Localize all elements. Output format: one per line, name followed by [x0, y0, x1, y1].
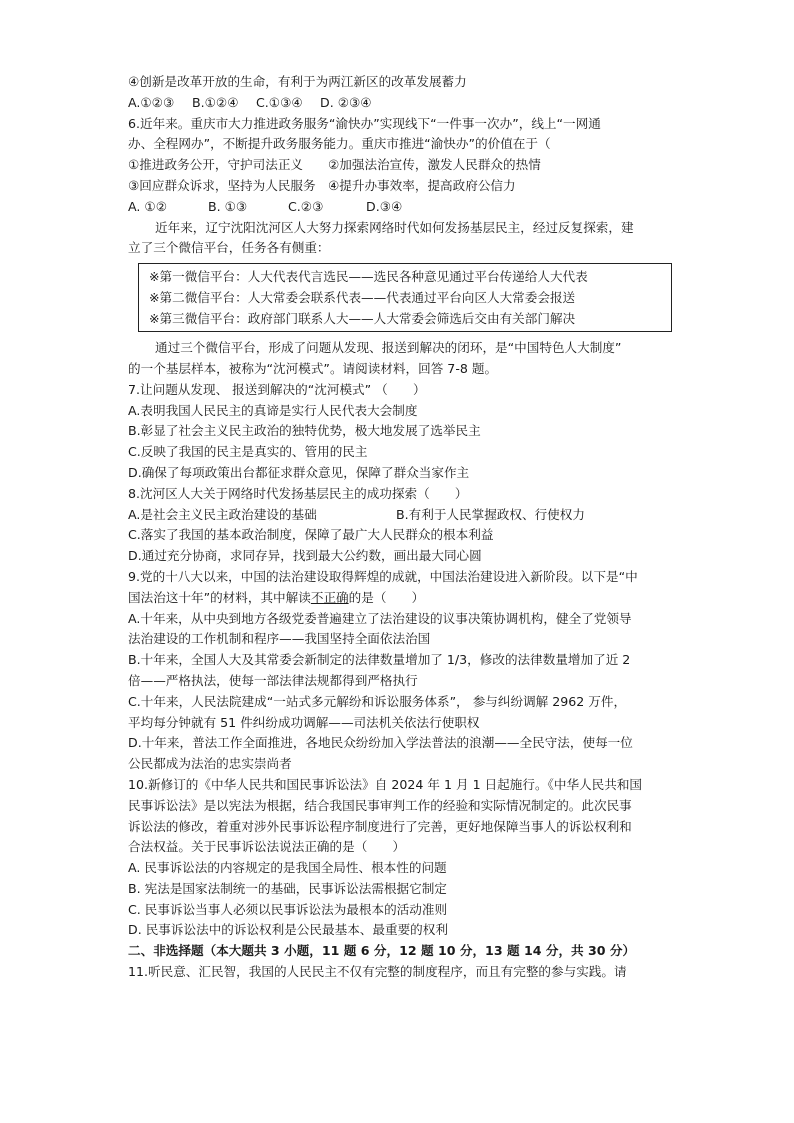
q7-option-c: C.反映了我国的民主是真实的、管用的民主	[128, 444, 368, 460]
q9-option-b-1: B.十年来，全国人大及其常委会新制定的法律数量增加了 1/3，修改的法律数量增加了近 2	[128, 652, 631, 668]
q11-stem: 11.听民意、汇民智，我国的人民民主不仅有完整的制度程序，而且有完整的参与实践。请	[128, 964, 627, 980]
q9-option-c-1: C.十年来，人民法院建成“一站式多元解纷和诉讼服务体系”， 参与纠纷调解 2962 万件，	[128, 693, 627, 709]
q7-option-d: D.确保了每项政策出台都征求群众意见，保障了群众当家作主	[128, 464, 470, 480]
q9-stem-2-pre: 国法治这十年”的材料，其中解读	[128, 589, 311, 605]
section-2-heading: 二、非选择题（本大题共 3 小题，11 题 6 分，12 题 10 分，13 题 14 分，共 30 分）	[128, 943, 636, 959]
q8-option-c: C.落实了我国的基本政治制度，保障了最广大人民群众的根本利益	[128, 527, 494, 543]
q6-stem-1: 6.近年来。重庆市大力推进政务服务“渝快办”实现线下“一件事一次办”，线上“一网通	[128, 115, 601, 131]
q10-option-c: C. 民事诉讼当事人必须以民事诉讼法为最根本的活动准则	[128, 901, 448, 917]
q6-item-2: ②加强法治宣传，激发人民群众的热情	[328, 157, 541, 173]
q6-items-row-2	[128, 176, 673, 197]
q6-option-a: A. ①②	[128, 198, 167, 214]
q5-item-4: ④创新是改革开放的生命，有利于为两江新区的改革发展蓄力	[128, 74, 467, 89]
q7-option-b: B.彰显了社会主义民主政治的独特优势，极大地发展了选举民主	[128, 423, 481, 439]
q7-option-a: A.表明我国人民民主的真谛是实行人民代表大会制度	[128, 402, 418, 418]
q7-stem: 7.让问题从发现、 报送到解决的“沈河模式” （ ）	[128, 381, 426, 397]
q9-option-d-2: 公民都成为法治的忠实崇尚者	[128, 756, 292, 772]
q6-option-d: D.③④	[366, 198, 403, 214]
q10-stem-3: 诉讼法的修改，着重对涉外民事诉讼程序制度进行了完善，更好地保障当事人的诉讼权利和	[128, 818, 632, 834]
q5-option-d: D. ②③④	[320, 94, 372, 110]
q9-option-a-1: A.十年来，从中央到地方各级党委普遍建立了法治建设的议事决策协调机构，健全了党领导	[128, 610, 632, 626]
q10-stem-2: 民事诉讼法》是以宪法为根据，结合我国民事审判工作的经验和实际情况制定的。此次民事	[128, 797, 632, 813]
q9-option-b-2: 倍——严格执法，使每一部法律法规都得到严格执行	[128, 672, 418, 688]
passage-after-2: 的一个基层样本，被称为“沈河模式”。请阅读材料，回答 7-8 题。	[128, 360, 498, 376]
passage-after-1: 通过三个微信平台，形成了问题从发现、报送到解决的闭环，是“中国特色人大制度”	[155, 340, 622, 356]
q9-option-d-1: D.十年来，普法工作全面推进，各地民众纷纷加入学法普法的浪潮——全民守法，使每一位	[128, 735, 633, 751]
q6-option-b: B. ①③	[208, 198, 248, 214]
q9-stem-2	[128, 588, 673, 609]
q8-option-d: D.通过充分协商，求同存异，找到最大公约数，画出最大同心圆	[128, 548, 482, 564]
q10-option-b: B. 宪法是国家法制统一的基础，民事诉讼法需根据它制定	[128, 880, 447, 896]
q5-option-c: C.①③④	[256, 94, 303, 110]
platform-box	[138, 263, 672, 332]
q8-stem: 8.沈河区人大关于网络时代发扬基层民主的成功探索（ ）	[128, 485, 468, 501]
q10-option-a: A. 民事诉讼法的内容规定的是我国全局性、根本性的问题	[128, 860, 447, 876]
q6-options	[128, 197, 673, 218]
q6-item-4: ④提升办事效率，提高政府公信力	[328, 177, 516, 193]
q9-option-a-2: 法治建设的工作机制和程序——我国坚持全面依法治国	[128, 631, 431, 647]
passage-line-2: 立了三个微信平台，任务各有侧重：	[128, 240, 330, 256]
q9-stem-2-post: 的是（ ）	[348, 589, 425, 605]
q9-stem-1: 9.党的十八大以来，中国的法治建设取得辉煌的成就，中国法治建设进入新阶段。以下是“中	[128, 568, 638, 584]
q6-stem-2: 办、全程网办”，不断提升政务服务能力。重庆市推进“渝快办”的价值在于（	[128, 136, 551, 152]
q10-stem-1: 10.新修订的《中华人民共和国民事诉讼法》自 2024 年 1 月 1 日起施行。《中华人民共和国	[128, 776, 643, 792]
q6-items-row-1	[128, 155, 673, 176]
platform-3: ※第三微信平台：政府部门联系人大——人大常委会筛选后交由有关部门解决	[149, 311, 576, 327]
platform-1: ※第一微信平台：人大代表代言选民——选民各种意见通过平台传递给人大代表	[149, 269, 588, 285]
q6-item-1: ①推进政务公开，守护司法正义	[128, 157, 304, 173]
platform-2: ※第二微信平台：人大常委会联系代表——代表通过平台向区人大常委会报送	[149, 290, 576, 306]
passage-line-1: 近年来，辽宁沈阳沈河区人大努力探索网络时代如何发扬基层民主，经过反复探索，建	[155, 219, 634, 235]
q6-item-3: ③回应群众诉求，坚持为人民服务	[128, 177, 316, 193]
q5-option-b: B.①②④	[192, 94, 239, 110]
q8-options-ab	[128, 505, 673, 526]
q9-stem-underline: 不正确	[310, 589, 349, 605]
q5-option-a: A.①②③	[128, 94, 175, 110]
q10-stem-4: 合法权益。关于民事诉讼法说法正确的是（ ）	[128, 839, 406, 855]
q9-option-c-2: 平均每分钟就有 51 件纠纷成功调解——司法机关依法行使职权	[128, 714, 480, 730]
q8-option-b: B.有利于人民掌握政权、行使权力	[396, 506, 585, 522]
q10-option-d: D. 民事诉讼法中的诉讼权利是公民最基本、最重要的权利	[128, 922, 448, 938]
q6-option-c: C.②③	[288, 198, 324, 214]
exam-content	[128, 72, 673, 983]
q5-options	[128, 93, 673, 114]
q8-option-a: A.是社会主义民主政治建设的基础	[128, 506, 317, 522]
